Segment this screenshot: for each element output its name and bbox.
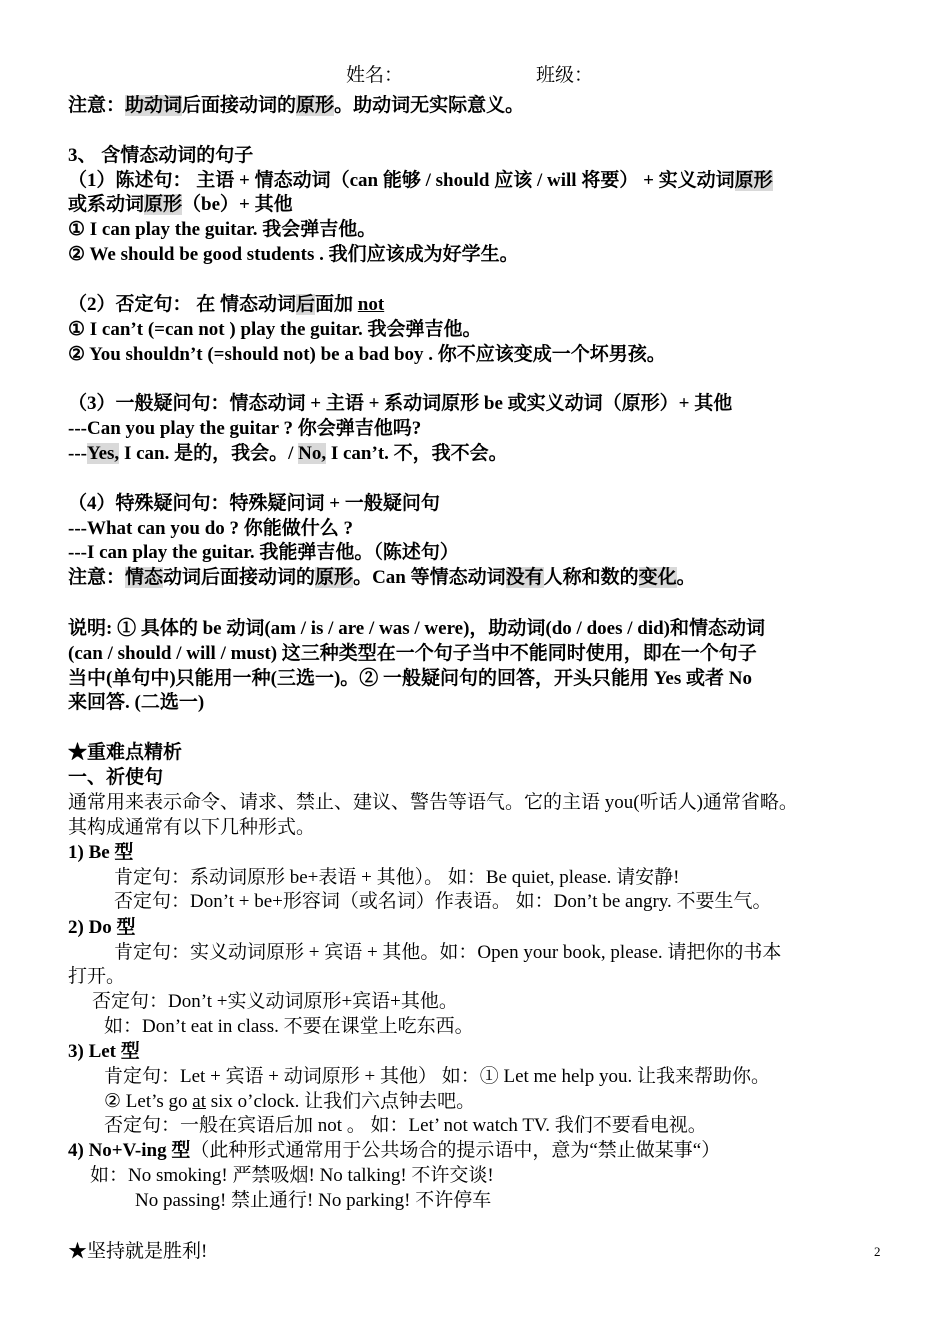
negative-rule: （2）否定句： 在 情态动词后面加 not bbox=[68, 294, 385, 315]
body-text: 肯定句：系动词原形 be+表语 + 其他）。 如：Be quiet, please. 请安静! bbox=[114, 867, 680, 888]
body-text: 否定句：一般在宾语后加 not 。 如：Let’ not watch TV. 我们不要看电视。 bbox=[104, 1115, 707, 1136]
body-text: ② Let’s go at six o’clock. 让我们六点钟去吧。 bbox=[104, 1091, 476, 1112]
key-points-heading: ★重难点精析 bbox=[68, 742, 183, 763]
example-line: ---Yes, I can. 是的，我会。/ No, I can’t. 不，我不会。 bbox=[68, 443, 508, 464]
body-text: 肯定句：Let + 宾语 + 动词原形 + 其他） 如：① Let me help you. 让我来帮助你。 bbox=[104, 1066, 770, 1087]
be-type-heading: 1) Be 型 bbox=[68, 842, 134, 863]
example-line: ---I can play the guitar. 我能弹吉他。（陈述句） bbox=[68, 542, 459, 563]
question-rule: （3）一般疑问句：情态动词 + 主语 + 系动词原形 be 或实义动词（原形）+ 其他 bbox=[68, 393, 733, 414]
imperative-heading: 一、祈使句 bbox=[68, 767, 164, 788]
body-text: 肯定句：实义动词原形 + 宾语 + 其他。如：Open your book, please. 请把你的书本 bbox=[114, 942, 782, 963]
body-text: 如：Don’t eat in class. 不要在课堂上吃东西。 bbox=[104, 1016, 474, 1037]
body-text: No passing! 禁止通行! No parking! 不许停车 bbox=[135, 1190, 492, 1211]
example-line: ---What can you do ? 你能做什么 ? bbox=[68, 518, 354, 539]
note-line-1: 注意：助动词后面接动词的原形。助动词无实际意义。 bbox=[68, 95, 525, 116]
footer-motto: ★坚持就是胜利! bbox=[68, 1241, 208, 1262]
declarative-rule-cont: 或系动词原形（be）+ 其他 bbox=[68, 194, 293, 215]
no-ving-type-heading: 4) No+V-ing 型（此种形式通常用于公共场合的提示语中，意为“禁止做某事“） bbox=[68, 1140, 721, 1161]
body-text: 其构成通常有以下几种形式。 bbox=[68, 817, 316, 838]
declarative-rule: （1）陈述句： 主语 + 情态动词（can 能够 / should 应该 / will 将要） + 实义动词原形 bbox=[68, 170, 773, 191]
class-label: 班级： bbox=[536, 65, 594, 86]
example-line: ---Can you play the guitar ? 你会弹吉他吗? bbox=[68, 418, 422, 439]
explanation-line: 当中(单句中)只能用一种(三选一)。② 一般疑问句的回答，开头只能用 Yes 或者 No bbox=[68, 668, 752, 689]
body-text: 打开。 bbox=[68, 966, 126, 987]
wh-question-rule: （4）特殊疑问句：特殊疑问词 + 一般疑问句 bbox=[68, 493, 440, 514]
note-line-2: 注意：情态动词后面接动词的原形。Can 等情态动词没有人称和数的变化。 bbox=[68, 567, 696, 588]
body-text: 否定句：Don’t + be+形容词（或名词）作表语。 如：Don’t be angry. 不要生气。 bbox=[114, 891, 772, 912]
explanation-line: 说明: ① 具体的 be 动词(am / is / are / was / were)，助动词(do / does / did)和情态动词 bbox=[68, 618, 765, 639]
name-label: 姓名： bbox=[346, 65, 404, 86]
body-text: 如：No smoking! 严禁吸烟! No talking! 不许交谈! bbox=[90, 1165, 494, 1186]
page-number: 2 bbox=[874, 1244, 881, 1259]
explanation-line: 来回答. (二选一) bbox=[68, 692, 205, 713]
let-type-heading: 3) Let 型 bbox=[68, 1041, 140, 1062]
body-text: 通常用来表示命令、请求、禁止、建议、警告等语气。它的主语 you(听话人)通常省略。 bbox=[68, 792, 798, 813]
example-line: ① I can’t (=can not ) play the guitar. 我会弹吉他。 bbox=[68, 319, 482, 340]
example-line: ② We should be good students . 我们应该成为好学生。 bbox=[68, 244, 519, 265]
do-type-heading: 2) Do 型 bbox=[68, 917, 136, 938]
example-line: ① I can play the guitar. 我会弹吉他。 bbox=[68, 219, 377, 240]
example-line: ② You shouldn’t (=should not) be a bad boy . 你不应该变成一个坏男孩。 bbox=[68, 344, 666, 365]
section-3-heading: 3、 含情态动词的句子 bbox=[68, 145, 254, 166]
explanation-line: (can / should / will / must) 这三种类型在一个句子当中不能同时使用，即在一个句子 bbox=[68, 643, 757, 664]
body-text: 否定句：Don’t +实义动词原形+宾语+其他。 bbox=[92, 991, 458, 1012]
